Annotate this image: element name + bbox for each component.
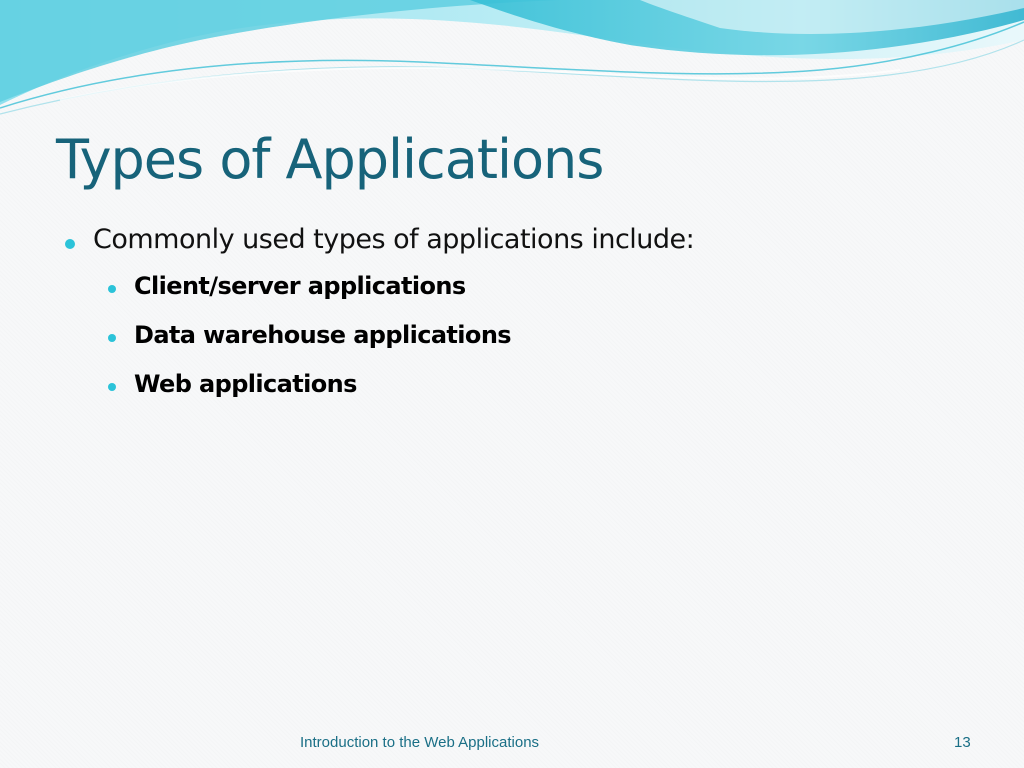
bullet-dot-icon <box>108 285 116 293</box>
sub-bullet <box>62 366 982 415</box>
bullet-dot-icon <box>108 334 116 342</box>
page-number: 13 <box>954 734 971 751</box>
bullet-dot-icon <box>108 383 116 391</box>
sub-bullet-text: Web applications <box>134 370 357 398</box>
slide-title: Types of Applications <box>56 128 604 191</box>
sub-bullet-text: Data warehouse applications <box>134 321 511 349</box>
bullet-dot-icon <box>65 239 75 249</box>
sub-bullet <box>62 317 982 366</box>
main-bullet-text: Commonly used types of applications include: <box>93 224 695 255</box>
bullet-list <box>62 224 982 415</box>
sub-bullet-text: Client/server applications <box>134 272 466 300</box>
main-bullet <box>62 224 982 268</box>
header-wave-decoration <box>0 0 1024 130</box>
sub-bullet <box>62 268 982 317</box>
slide-footer: Introduction to the Web Applications <box>300 734 540 751</box>
